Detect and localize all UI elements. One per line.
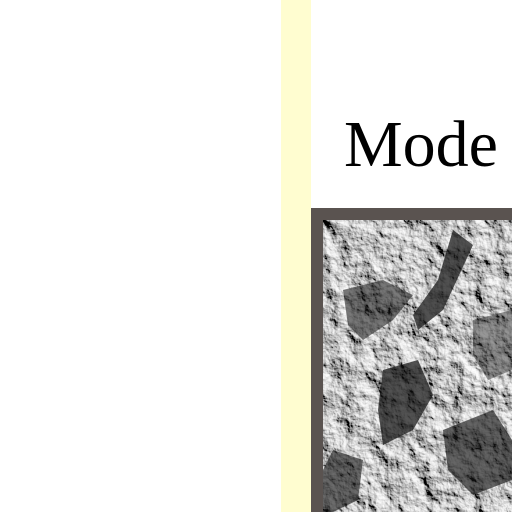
terrain-map-icon [323,220,512,512]
side-strip [281,0,311,512]
page-title: Mode [344,108,498,181]
terrain-map-image [323,220,512,512]
content-pane [311,0,512,512]
terrain-map-frame [311,208,512,512]
